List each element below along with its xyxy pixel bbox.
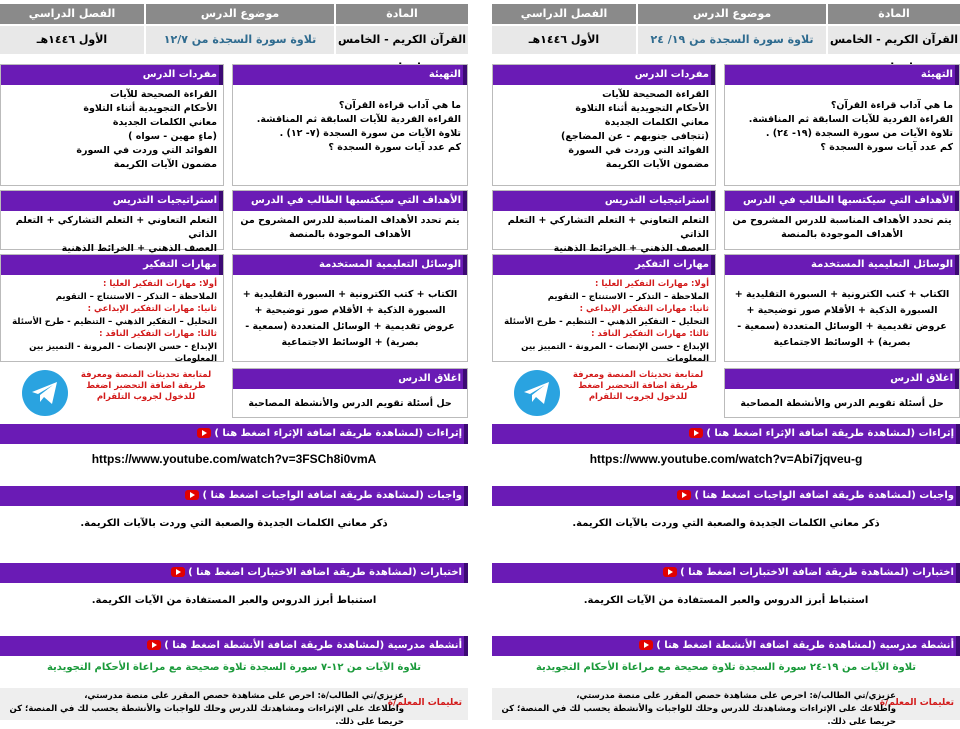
subject-value: القرآن الكريم - الخامس [828, 26, 960, 54]
intro-line: كم عدد آيات سورة السجدة ؟ [820, 142, 953, 153]
tests-text: استنباط أبرز الدروس والعبر المستفادة من الآيات الكريمة. [91, 595, 377, 606]
tools-title: الوسائل التعليمية المستخدمة [233, 255, 467, 275]
strategies-line: التعلم التعاوني + التعلم التشاركي + التعلم الذاتي [15, 215, 217, 240]
intro-line: تلاوة الآيات من سورة السجدة (٧- ١٢) . [279, 128, 461, 139]
strategies-line: العصف الذهني + الخرائط الذهنية [61, 243, 217, 254]
vocab-line: معاني الكلمات الجديدة [604, 117, 709, 128]
activity-text: تلاوة الآيات من ١٢-٧ سورة السجدة تلاوة صحيحة مع مراعاة الأحكام التجويدية [46, 662, 421, 673]
skills-heading: ثانيا: مهارات التفكير الإبداعي : [87, 304, 217, 314]
teacher-notes [0, 688, 468, 727]
enrich-band [0, 424, 468, 480]
skills-title: مهارات التفكير [493, 255, 715, 275]
closing-title: اغلاق الدرس [725, 369, 959, 389]
skills-line: الملاحظة – التذكر – الاستنتاج – التقويم [547, 291, 709, 302]
goals-text: يتم تحدد الأهداف المناسبة للدرس المشروح من الأهداف الموجودة بالمنصة [732, 215, 952, 240]
teacher-notes-line: واطلاعك على الإثراءات ومشاهدتك للدرس وحلك للواجبات والأنشطة يحسب لك في المنصة؛ كن حريصا على ذلك. [9, 704, 404, 727]
strategies-line: العصف الذهني + الخرائط الذهنية [553, 243, 709, 254]
vocab-line: القراءة الصحيحة للآيات [110, 89, 217, 100]
skills-line: الإبداع - حسن الإنصات - المرونة - التمييز بين المعلومات [521, 341, 709, 364]
telegram-promo[interactable] [0, 366, 224, 418]
homework-label: واجبات (لمشاهدة طريقة اضافة الواجبات اضغط هنا ) [694, 490, 954, 501]
intro-line: القراءة الفردية للآيات السابقة ثم المناقشة. [256, 114, 461, 125]
goals-title: الأهداف التي سيكتسبها الطالب في الدرس [233, 191, 467, 211]
term-value: الأول ١٤٤٦هـ [492, 26, 636, 54]
vocab-line: الأحكام التجويدية أثناء التلاوة [83, 103, 217, 114]
subject-label: المادة [336, 4, 468, 24]
teacher-notes-label: تعليمات المعلم/ة [387, 698, 462, 708]
strategies-box [492, 190, 716, 254]
intro-line: ما هي آداب قراءة القرآن؟ [338, 100, 461, 111]
skills-heading: أولا: مهارات التفكير العليا : [594, 279, 709, 289]
intro-title: التهيئة [233, 65, 467, 85]
enrich-label: إثراءات (لمشاهدة طريقة اضافة الإثراء اضغط هنا ) [214, 428, 462, 439]
vocab-box [0, 64, 224, 186]
tools-text: الكتاب + كتب الكترونية + السبورة التقليدية + السبورة الذكية + الأقلام صور توضيحية + عروض تقديمية + الوسائل المتعددة (سمعية - بصرية) + الوسائط الاجتماعية [242, 289, 458, 348]
skills-line: التحليل – التفكير الذهني – التنظيم - طرح الأسئلة [12, 316, 217, 327]
tests-label: اختبارات (لمشاهدة طريقة اضافة الاختبارات اضغط هنا ) [680, 567, 954, 578]
intro-line: تلاوة الآيات من سورة السجدة (١٩- ٢٤) . [765, 128, 953, 139]
tests-link[interactable] [492, 563, 960, 583]
vocab-line: (تتجافى جنوبهم - عن المضاجع) [560, 131, 709, 142]
topic-value: تلاوة سورة السجدة من ١٩/ ٢٤ [638, 26, 826, 54]
vocab-line: القراءة الصحيحة للآيات [602, 89, 709, 100]
closing-text: حل أسئلة تقويم الدرس والأنشطة المصاحبة [740, 398, 944, 409]
vocab-line: الفوائد التي وردت في السورة [568, 145, 709, 156]
goals-box [232, 190, 468, 250]
homework-band [492, 486, 960, 558]
enrich-url[interactable]: https://www.youtube.com/watch?v=3FSCh8i0vmA [91, 452, 377, 466]
skills-heading: أولا: مهارات التفكير العليا : [102, 279, 217, 289]
homework-link[interactable] [0, 486, 468, 506]
telegram-promo[interactable] [492, 366, 716, 418]
skills-box [492, 254, 716, 362]
intro-line: القراءة الفردية للآيات السابقة ثم المناقشة. [748, 114, 953, 125]
skills-line: الإبداع - حسن الإنصات - المرونة - التمييز بين المعلومات [29, 341, 217, 364]
enrich-link[interactable] [0, 424, 468, 444]
topic-label: موضوع الدرس [638, 4, 826, 24]
strategies-line: التعلم التعاوني + التعلم التشاركي + التعلم الذاتي [507, 215, 709, 240]
activities-label: أنشطة مدرسية (لمشاهدة طريقة اضافة الأنشطة اضغط هنا ) [656, 640, 954, 651]
youtube-icon[interactable] [185, 490, 199, 500]
term-value: الأول ١٤٤٦هـ [0, 26, 144, 54]
lesson-card-left [0, 0, 468, 727]
strategies-box [0, 190, 224, 254]
tests-label: اختبارات (لمشاهدة طريقة اضافة الاختبارات اضغط هنا ) [188, 567, 462, 578]
skills-heading: ثالثا: مهارات التفكير الناقد : [99, 329, 217, 339]
intro-box [232, 64, 468, 186]
activity-text: تلاوة الآيات من ١٩-٢٤ سورة السجدة تلاوة صحيحة مع مراعاة الأحكام التجويدية [535, 662, 917, 673]
strategies-title: استراتيجيات التدريس [493, 191, 715, 211]
intro-box [724, 64, 960, 186]
info-header [0, 0, 468, 56]
goals-title: الأهداف التي سيكتسبها الطالب في الدرس [725, 191, 959, 211]
enrich-label: إثراءات (لمشاهدة طريقة اضافة الإثراء اضغط هنا ) [706, 428, 954, 439]
vocab-line: مضمون الآيات الكريمة [605, 159, 709, 170]
vocab-line: مضمون الآيات الكريمة [113, 159, 217, 170]
info-header [492, 0, 960, 56]
youtube-icon[interactable] [147, 640, 161, 650]
tools-box [232, 254, 468, 362]
teacher-notes-line: عزيزي/تي الطالب/ة: احرص على مشاهدة حصص المقرر على منصة مدرستي، [576, 691, 896, 701]
skills-line: التحليل – التفكير الذهني – التنظيم - طرح الأسئلة [504, 316, 709, 327]
subject-value: القرآن الكريم - الخامس [336, 26, 468, 54]
youtube-icon[interactable] [197, 428, 211, 438]
homework-band [0, 486, 468, 558]
vocab-title: مفردات الدرس [1, 65, 223, 85]
subject-label: المادة [828, 4, 960, 24]
teacher-notes-label: تعليمات المعلم/ة [879, 698, 954, 708]
homework-link[interactable] [492, 486, 960, 506]
skills-title: مهارات التفكير [1, 255, 223, 275]
homework-text: ذكر معاني الكلمات الجديدة والصعبة التي وردت بالآيات الكريمة. [572, 518, 880, 529]
closing-text: حل أسئلة تقويم الدرس والأنشطة المصاحبة [248, 398, 452, 409]
enrich-link[interactable] [492, 424, 960, 444]
telegram-icon[interactable] [22, 370, 68, 416]
skills-box [0, 254, 224, 362]
activities-link[interactable] [492, 636, 960, 656]
teacher-notes-line: واطلاعك على الإثراءات ومشاهدتك للدرس وحلك للواجبات والأنشطة يحسب لك في المنصة؛ كن حريصا على ذلك. [501, 704, 896, 727]
vocab-line: الأحكام التجويدية أثناء التلاوة [575, 103, 709, 114]
vocab-line: الفوائد التي وردت في السورة [76, 145, 217, 156]
telegram-text: لمتابعة تحديثات المنصة ومعرفة طريقة اضافة التحضير اضغط للدخول لجروب التلقرام [80, 370, 212, 402]
homework-label: واجبات (لمشاهدة طريقة اضافة الواجبات اضغط هنا ) [202, 490, 462, 501]
activities-band [0, 636, 468, 686]
closing-box [724, 368, 960, 418]
goals-text: يتم تحدد الأهداف المناسبة للدرس المشروح من الأهداف الموجودة بالمنصة [240, 215, 460, 240]
closing-title: اغلاق الدرس [233, 369, 467, 389]
skills-line: الملاحظة – التذكر – الاستنتاج – التقويم [55, 291, 217, 302]
skills-heading: ثالثا: مهارات التفكير الناقد : [591, 329, 709, 339]
enrich-band [492, 424, 960, 480]
vocab-box [492, 64, 716, 186]
vocab-line: معاني الكلمات الجديدة [112, 117, 217, 128]
intro-line: ما هي آداب قراءة القرآن؟ [830, 100, 953, 111]
intro-line: كم عدد آيات سورة السجدة ؟ [328, 142, 461, 153]
activities-link[interactable] [0, 636, 468, 656]
skills-heading: ثانيا: مهارات التفكير الإبداعي : [579, 304, 709, 314]
teacher-notes [492, 688, 960, 727]
vocab-line: (ماءٍ مهين - سواه ) [128, 131, 217, 142]
tests-band [0, 563, 468, 631]
homework-text: ذكر معاني الكلمات الجديدة والصعبة التي وردت بالآيات الكريمة. [80, 518, 388, 529]
enrich-url[interactable]: https://www.youtube.com/watch?v=Abi7jqveu-g [589, 452, 863, 466]
teacher-notes-line: عزيزي/تي الطالب/ة: احرص على مشاهدة حصص المقرر على منصة مدرستي، [84, 691, 404, 701]
activities-label: أنشطة مدرسية (لمشاهدة طريقة اضافة الأنشطة اضغط هنا ) [164, 640, 462, 651]
closing-box [232, 368, 468, 418]
vocab-title: مفردات الدرس [493, 65, 715, 85]
youtube-icon[interactable] [171, 567, 185, 577]
topic-label: موضوع الدرس [146, 4, 334, 24]
tests-link[interactable] [0, 563, 468, 583]
tests-band [492, 563, 960, 631]
lesson-card-right [492, 0, 960, 727]
youtube-icon[interactable] [663, 567, 677, 577]
tools-box [724, 254, 960, 362]
term-label: الفصل الدراسي [492, 4, 636, 24]
telegram-icon[interactable] [514, 370, 560, 416]
tools-text: الكتاب + كتب الكترونية + السبورة التقليدية + السبورة الذكية + الأقلام صور توضيحية + عروض تقديمية + الوسائل المتعددة (سمعية - بصرية) + الوسائط الاجتماعية [734, 289, 950, 348]
youtube-icon[interactable] [639, 640, 653, 650]
goals-box [724, 190, 960, 250]
youtube-icon[interactable] [677, 490, 691, 500]
intro-title: التهيئة [725, 65, 959, 85]
tests-text: استنباط أبرز الدروس والعبر المستفادة من الآيات الكريمة. [583, 595, 869, 606]
activities-band [492, 636, 960, 686]
tools-title: الوسائل التعليمية المستخدمة [725, 255, 959, 275]
topic-value: تلاوة سورة السجدة من ١٢/٧ [146, 26, 334, 54]
youtube-icon[interactable] [689, 428, 703, 438]
telegram-text: لمتابعة تحديثات المنصة ومعرفة طريقة اضافة التحضير اضغط للدخول لجروب التلقرام [572, 370, 704, 402]
strategies-title: استراتيجيات التدريس [1, 191, 223, 211]
term-label: الفصل الدراسي [0, 4, 144, 24]
